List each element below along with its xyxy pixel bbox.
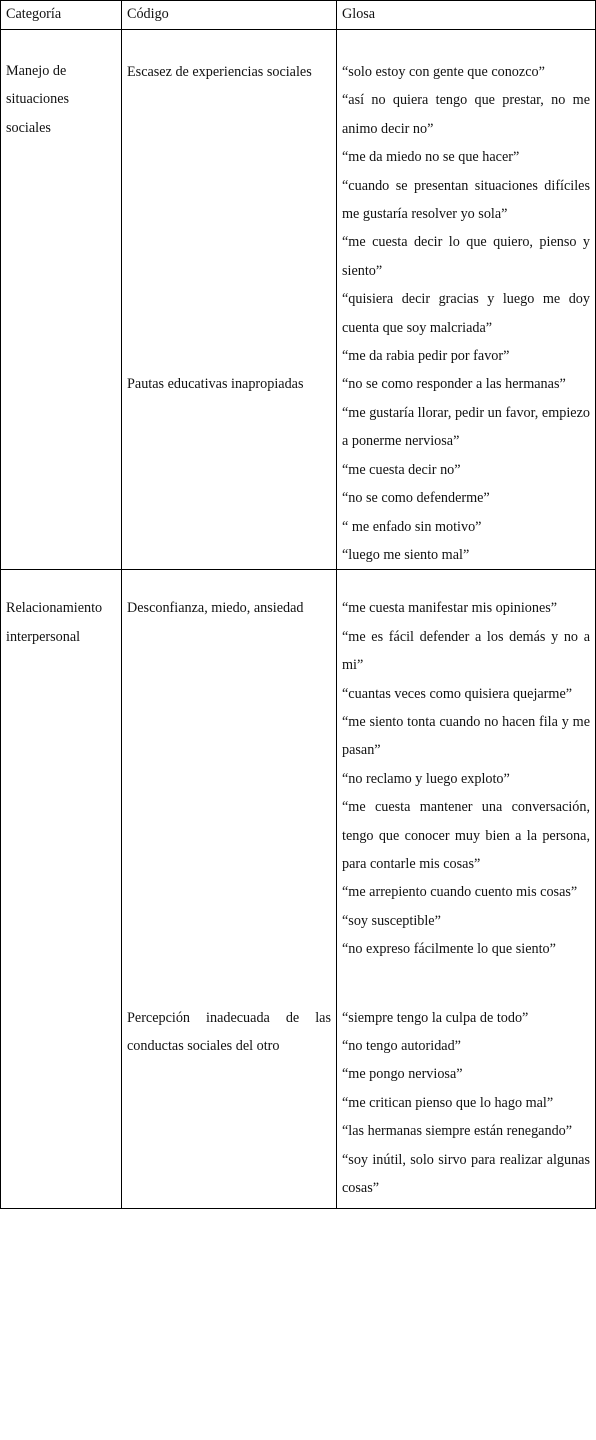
glosa-item: “siempre tengo la culpa de todo”	[342, 1009, 529, 1026]
glosa-cell	[337, 570, 596, 964]
glosa-item: “no reclamo y luego exploto”	[342, 770, 510, 787]
glosa-item: “me siento tonta cuando no hacen fila y me pasan”	[342, 713, 590, 759]
glosa-cell	[337, 30, 596, 371]
glosa-item: “me cuesta decir lo que quiero, pienso y siento”	[342, 234, 590, 279]
glosa-item: “no tengo autoridad”	[342, 1038, 461, 1054]
codigo-label: Pautas educativas inapropiadas	[127, 376, 304, 393]
glosa-item: “me da rabia pedir por favor”	[342, 348, 510, 365]
categoria-label: Relacionamiento interpersonal	[6, 600, 103, 645]
codigo-label: Desconfianza, miedo, ansiedad	[127, 600, 304, 617]
glosa-cell	[337, 964, 596, 1209]
glosa-item: “no se como defenderme”	[342, 490, 490, 507]
codigo-cell	[122, 570, 337, 964]
glosa-item: “soy susceptible”	[342, 912, 441, 929]
glosa-item: “me cuesta mantener una conversación, tengo que conocer muy bien a la persona, para contarle mis cosas”	[342, 799, 590, 872]
glosa-cell	[337, 370, 596, 569]
glosa-item: “me cuesta manifestar mis opiniones”	[342, 600, 558, 617]
header-categoria: Categoría	[1, 1, 122, 30]
glosa-item: “me cuesta decir no”	[342, 461, 461, 478]
glosa-item: “me gustaría llorar, pedir un favor, empiezo a ponerme nerviosa”	[342, 404, 590, 450]
glosa-item: “así no quiera tengo que prestar, no me animo decir no”	[342, 92, 590, 137]
categoria-cell	[1, 30, 122, 570]
glosa-item: “soy inútil, solo sirvo para realizar algunas cosas”	[342, 1151, 590, 1197]
glosa-item: “quisiera decir gracias y luego me doy cuenta que soy malcriada”	[342, 291, 590, 336]
glosa-item: “no expreso fácilmente lo que siento”	[342, 941, 556, 958]
codigo-label: Percepción inadecuada de las conductas sociales del otro	[127, 1009, 331, 1054]
glosa-item: “me pongo nerviosa”	[342, 1066, 463, 1083]
glosa-item: “me da miedo no se que hacer”	[342, 149, 520, 166]
glosa-item: “las hermanas siempre están renegando”	[342, 1123, 573, 1140]
table-row	[1, 570, 596, 964]
glosa-item: “me es fácil defender a los demás y no a mi”	[342, 628, 590, 674]
codigo-cell	[122, 964, 337, 1209]
glosa-item: “luego me siento mal”	[342, 546, 470, 563]
glosa-item: “me arrepiento cuando cuento mis cosas”	[342, 884, 578, 901]
glosa-item: “me critican pienso que lo hago mal”	[342, 1094, 554, 1111]
table-row	[1, 30, 596, 371]
glosa-item: “cuando se presentan situaciones difíciles me gustaría resolver yo sola”	[342, 177, 590, 223]
glosa-item: “ me enfado sin motivo”	[342, 518, 482, 535]
codigo-cell	[122, 30, 337, 371]
categoria-cell	[1, 570, 122, 1209]
codigo-label: Escasez de experiencias sociales	[127, 64, 312, 80]
categoria-label: Manejo de situaciones sociales	[6, 63, 70, 136]
header-codigo: Código	[122, 1, 337, 30]
header-glosa: Glosa	[337, 1, 596, 30]
glosa-item: “solo estoy con gente que conozco”	[342, 64, 545, 80]
codigo-cell	[122, 370, 337, 569]
glosa-item: “cuantas veces como quisiera quejarme”	[342, 685, 573, 702]
table-header-row	[1, 1, 596, 30]
glosa-item: “no se como responder a las hermanas”	[342, 376, 566, 393]
